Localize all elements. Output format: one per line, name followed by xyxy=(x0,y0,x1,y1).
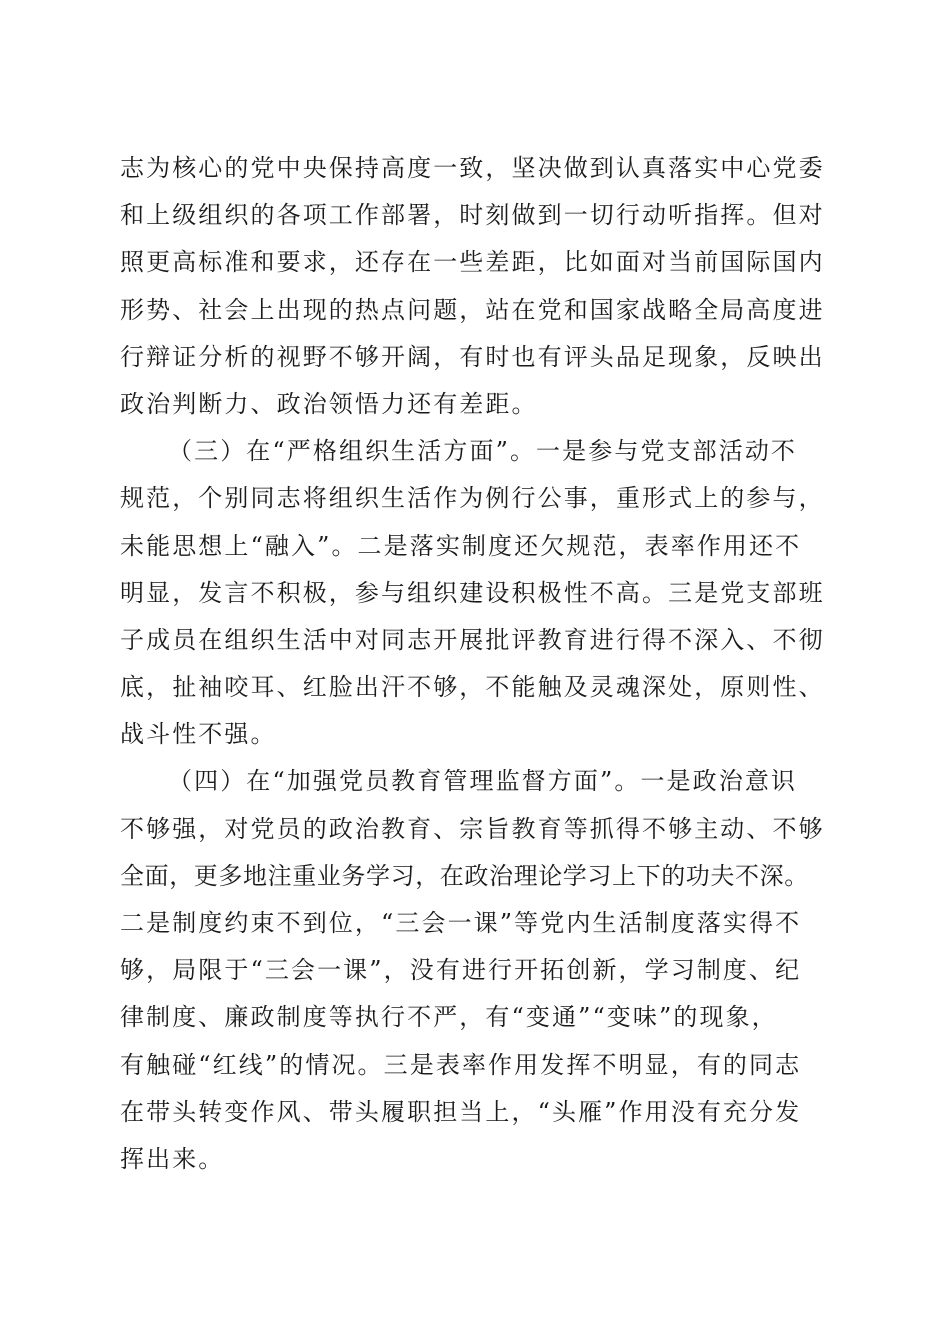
section-heading-line: （四）在“加强党员教育管理监督方面”。一是政治意识 xyxy=(168,767,798,796)
text-line: 二是制度约束不到位，“三会一课”等党内生活制度落实得不 xyxy=(120,909,802,937)
text-line: 规范，个别同志将组织生活作为例行公事，重形式上的参与， xyxy=(120,484,825,513)
text-line: 行辩证分析的视野不够开阔，有时也有评头品足现象，反映出 xyxy=(120,342,825,371)
section-heading-line: （三）在“严格组织生活方面”。一是参与党支部活动不 xyxy=(168,437,798,466)
text-line: 明显，发言不积极，参与组织建设积极性不高。三是党支部班 xyxy=(120,578,825,607)
text-line: 政治判断力、政治领悟力还有差距。 xyxy=(120,389,538,418)
text-line: 子成员在组织生活中对同志开展批评教育进行得不深入、不彻 xyxy=(120,625,825,654)
text-line: 和上级组织的各项工作部署，时刻做到一切行动听指挥。但对 xyxy=(120,201,825,230)
text-line: 不够强，对党员的政治教育、宗旨教育等抓得不够主动、不够 xyxy=(120,814,825,843)
text-line: 照更高标准和要求，还存在一些差距，比如面对当前国际国内 xyxy=(120,248,825,277)
text-line: 够，局限于“三会一课”，没有进行开拓创新，学习制度、纪 xyxy=(120,956,802,985)
text-line: 律制度、廉政制度等执行不严，有“变通”“变味”的现象， xyxy=(120,1003,778,1032)
text-line: 志为核心的党中央保持高度一致，坚决做到认真落实中心党委 xyxy=(120,154,825,182)
text-line: 有触碰“红线”的情况。三是表率作用发挥不明显，有的同志 xyxy=(120,1050,802,1079)
text-line: 挥出来。 xyxy=(120,1144,225,1173)
text-line: 底，扯袖咬耳、红脸出汗不够，不能触及灵魂深处，原则性、 xyxy=(120,673,825,702)
text-line: 在带头转变作风、带头履职担当上，“头雁”作用没有充分发 xyxy=(120,1097,802,1126)
text-line: 战斗性不强。 xyxy=(120,720,277,749)
text-line: 全面，更多地注重业务学习，在政治理论学习上下的功夫不深。 xyxy=(120,861,809,890)
text-line: 形势、社会上出现的热点问题，站在党和国家战略全局高度进 xyxy=(120,295,825,324)
text-line: 未能思想上“融入”。二是落实制度还欠规范，表率作用还不 xyxy=(120,531,802,560)
document-body xyxy=(120,145,840,1183)
